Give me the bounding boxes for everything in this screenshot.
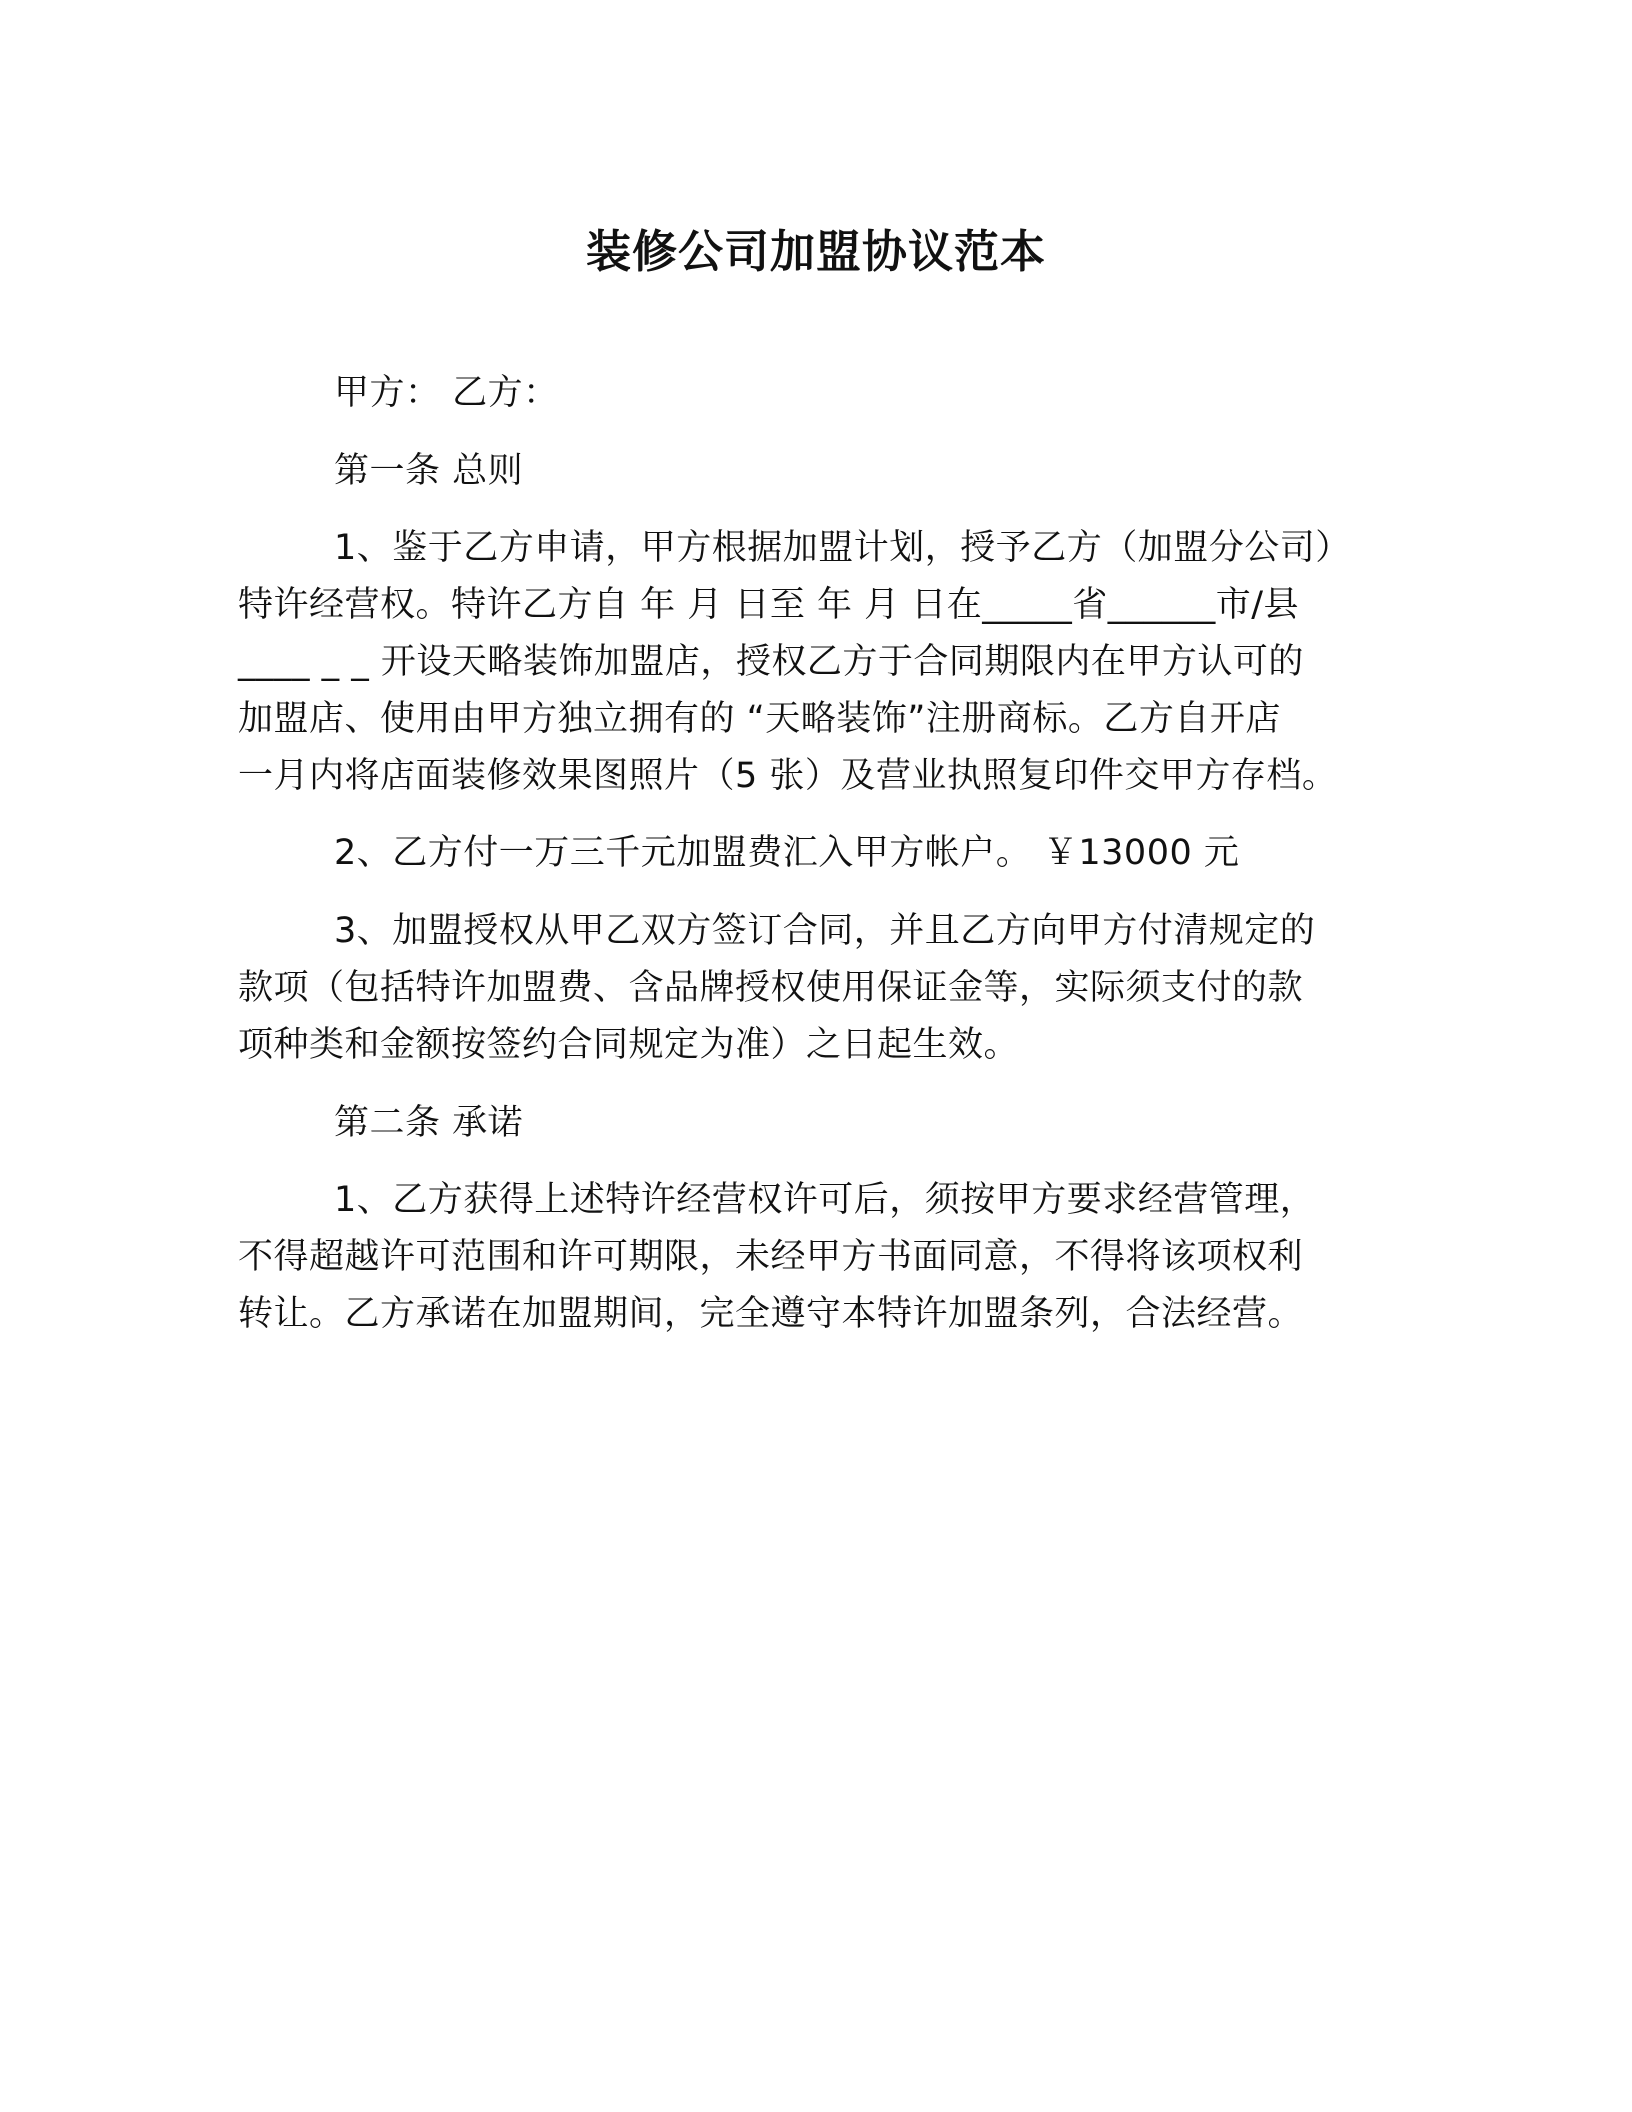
article1-item1-line3: ____ _ _ 开设天略装饰加盟店，授权乙方于合同期限内在甲方认可的 [238, 642, 1304, 682]
article1-item1-line4: 加盟店、使用由甲方独立拥有的 “天略装饰”注册商标。乙方自开店 [238, 699, 1281, 739]
article1-item3-line3: 项种类和金额按签约合同规定为准）之日起生效。 [238, 1025, 1020, 1065]
article2-item1-line2: 不得超越许可范围和许可期限，未经甲方书面同意，不得将该项权利 [238, 1237, 1304, 1277]
article1-item1-line1: 1、鉴于乙方申请，甲方根据加盟计划，授予乙方（加盟分公司） [334, 528, 1351, 568]
document-title: 装修公司加盟协议范本 [585, 225, 1046, 278]
article2-item1-line3: 转让。乙方承诺在加盟期间，完全遵守本特许加盟条列，合法经营。 [238, 1294, 1304, 1334]
parties-line: 甲方： 乙方： [334, 373, 559, 413]
article1-item3-line2: 款项（包括特许加盟费、含品牌授权使用保证金等，实际须支付的款 [238, 968, 1304, 1008]
article2-heading: 第二条 承诺 [334, 1103, 524, 1143]
article1-heading: 第一条 总则 [334, 451, 524, 491]
article1-item2: 2、乙方付一万三千元加盟费汇入甲方帐户。 ￥13000 元 [334, 833, 1240, 873]
article2-item1-line1: 1、乙方获得上述特许经营权许可后，须按甲方要求经营管理， [334, 1180, 1316, 1220]
article1-item3-line1: 3、加盟授权从甲乙双方签订合同，并且乙方向甲方付清规定的 [334, 911, 1316, 951]
article1-item1-line2: 特许经营权。特许乙方自 年 月 日至 年 月 日在_____省______市/县 [238, 585, 1300, 625]
article1-item1-line5: 一月内将店面装修效果图照片（5 张）及营业执照复印件交甲方存档。 [238, 756, 1338, 796]
